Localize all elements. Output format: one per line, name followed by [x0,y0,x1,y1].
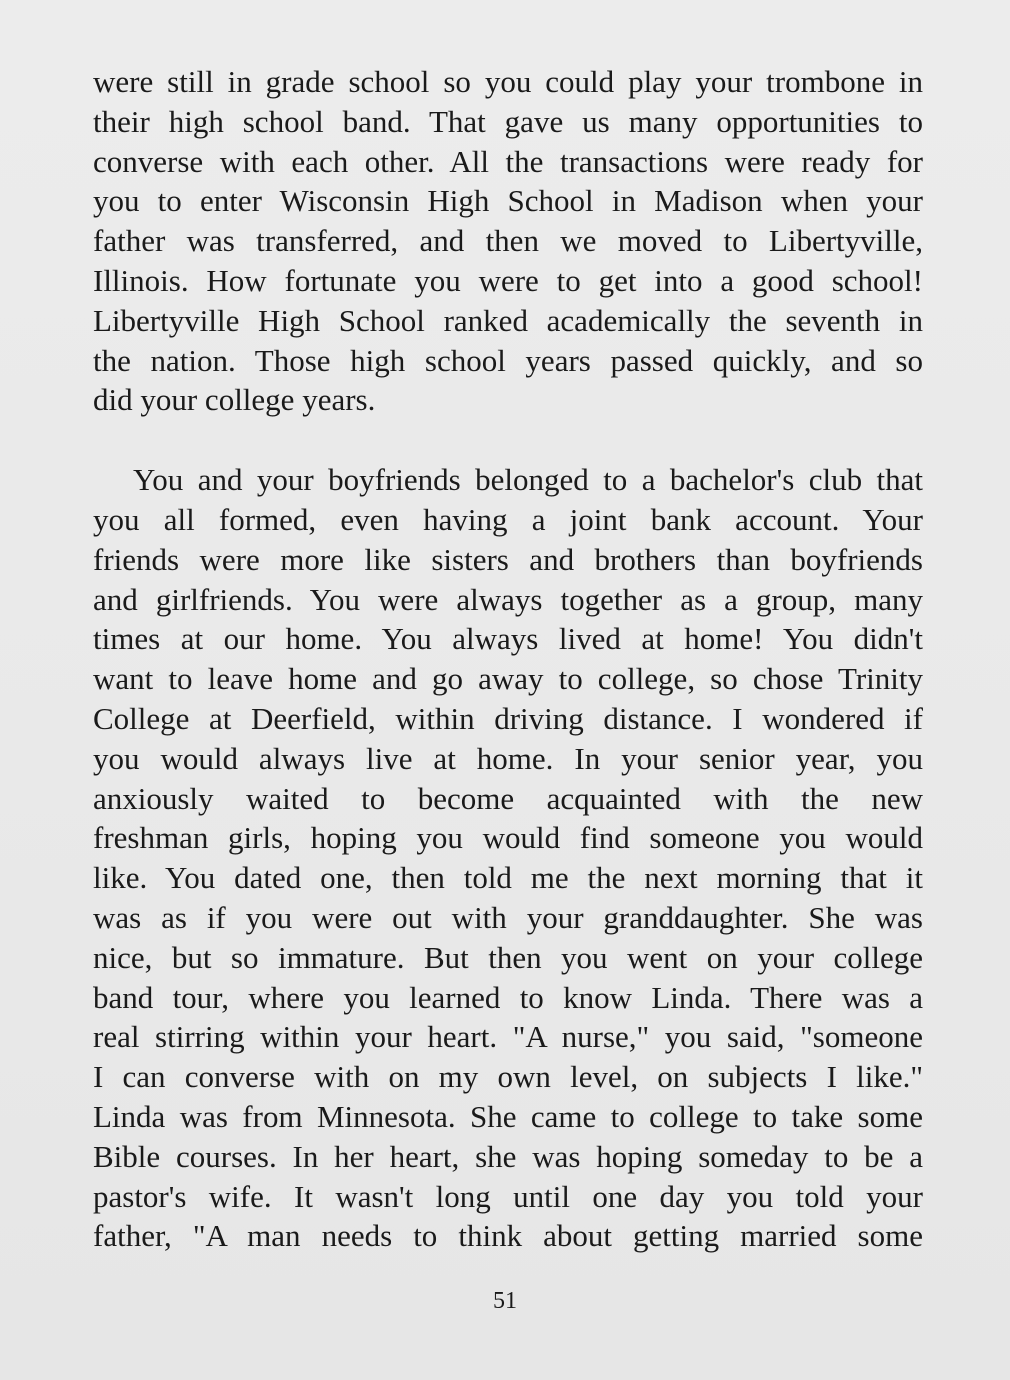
text-line: you to enter Wisconsin High School in Madison when your [93,183,923,219]
text-line: I can converse with on my own level, on subjects I like." [93,1059,923,1095]
text-line: College at Deerfield, within driving distance. I wondered if [93,700,923,736]
text-line: father was transferred, and then we moved to Libertyville, [93,223,923,259]
text-line: times at our home. You always lived at home! You didn't [93,621,923,657]
text-line: Bible courses. In her heart, she was hoping someday to be a [93,1138,923,1174]
text-line: anxiously waited to become acquainted with the new [93,780,923,816]
text-line: freshman girls, hoping you would find someone you would [93,820,923,856]
text-line: was as if you were out with your granddaughter. She was [93,899,923,935]
text-line: like. You dated one, then told me the next morning that it [93,860,923,896]
text-line: nice, but so immature. But then you went on your college [93,939,923,975]
text-line: and girlfriends. You were always together as a group, many [93,581,923,617]
text-line: real stirring within your heart. "A nurse," you said, "someone [93,1019,923,1055]
text-line: Linda was from Minnesota. She came to college to take some [93,1098,923,1134]
text-line: the nation. Those high school years passed quickly, and so [93,342,923,378]
paragraph-gap [93,420,923,460]
text-line: you would always live at home. In your senior year, you [93,740,923,776]
body-text [93,62,923,1256]
text-line: friends were more like sisters and brothers than boyfriends [93,541,923,577]
text-line: Illinois. How fortunate you were to get into a good school! [93,262,923,298]
text-line: pastor's wife. It wasn't long until one day you told your [93,1178,923,1214]
text-line: Libertyville High School ranked academically the seventh in [93,302,923,338]
text-line: You and your boyfriends belonged to a bachelor's club that [133,462,923,498]
text-line: you all formed, even having a joint bank account. Your [93,501,923,537]
text-line: want to leave home and go away to college, so chose Trinity [93,661,923,697]
text-line: father, "A man needs to think about getting married some [93,1218,923,1254]
page-number: 51 [493,1288,517,1314]
text-line: converse with each other. All the transactions were ready for [93,143,923,179]
text-line: did your college years. [93,382,376,418]
text-line: band tour, where you learned to know Linda. There was a [93,979,923,1015]
text-line: their high school band. That gave us many opportunities to [93,103,923,139]
text-line: were still in grade school so you could play your trombone in [93,64,923,99]
